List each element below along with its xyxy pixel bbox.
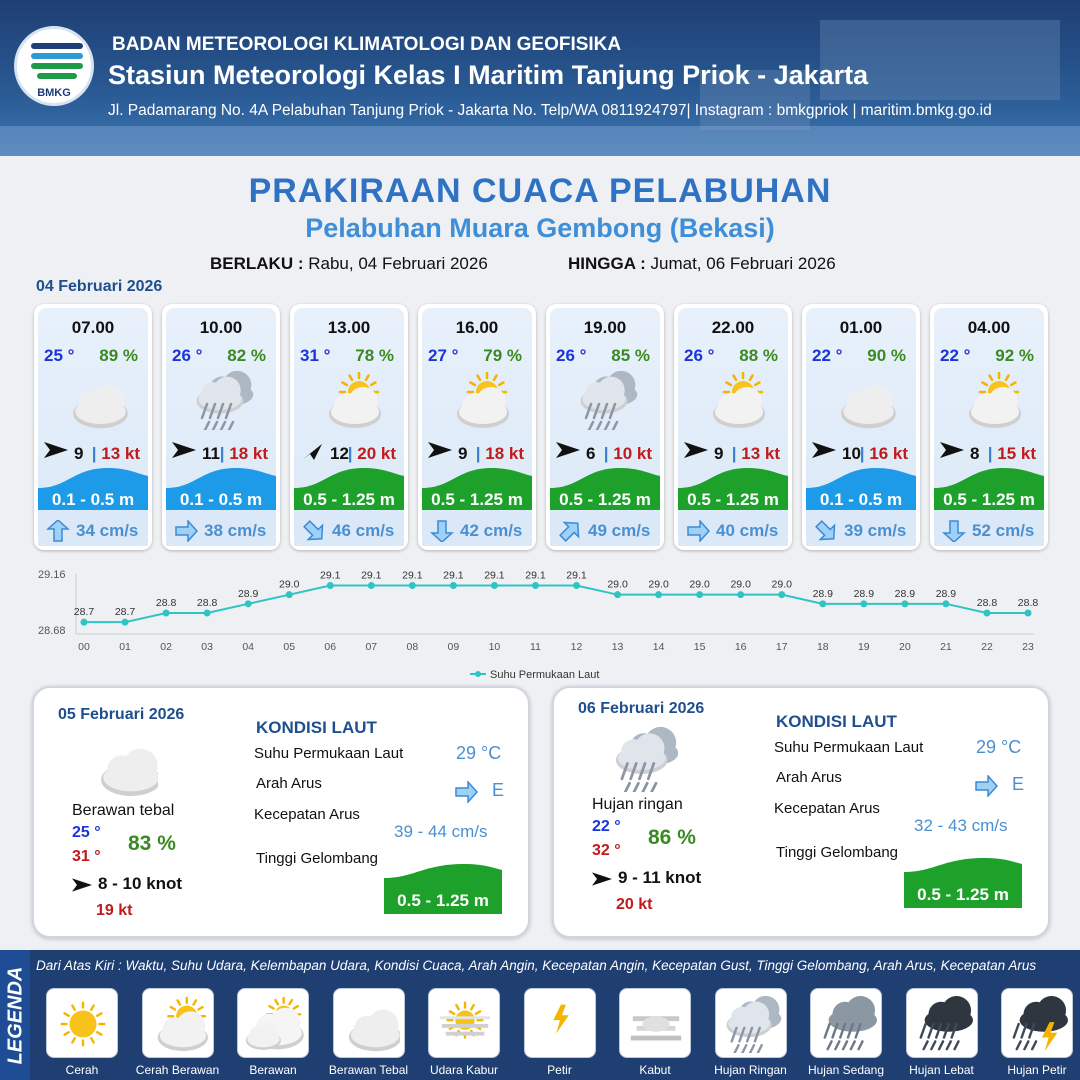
data-label: 28.7	[73, 606, 95, 619]
legend-label: Cerah	[65, 1063, 99, 1077]
x-tick-label: 09	[447, 641, 460, 653]
current-row	[550, 514, 660, 546]
hujan-ringan-icon	[612, 726, 678, 797]
current-speed-label: Kecepatan Arus	[774, 800, 880, 817]
data-label: 28.9	[812, 587, 834, 600]
berawan-icon	[237, 988, 309, 1058]
legend-label: Berawan	[249, 1063, 297, 1077]
forecast-time: 13.00	[327, 318, 371, 337]
berawan-tebal-icon	[828, 370, 898, 430]
data-point	[1025, 610, 1032, 617]
x-tick-label: 21	[940, 641, 952, 653]
wind-direction-icon	[428, 442, 452, 458]
forecast-card-1900	[546, 304, 664, 550]
hujan-ringan-icon	[188, 370, 258, 430]
panel-gust: 19 kt	[96, 902, 133, 919]
forecast-card-0700	[34, 304, 152, 550]
gust-speed: | 13 kt	[91, 444, 140, 463]
bmkg-logo	[14, 26, 94, 106]
current-direction-icon	[814, 520, 838, 542]
valid-to	[568, 254, 836, 274]
panel-temp-max: 31 °	[72, 848, 101, 865]
current-row	[38, 514, 148, 546]
current-dir-label: Arah Arus	[256, 775, 322, 792]
sea-condition-title: KONDISI LAUT	[256, 718, 377, 737]
cerah-berawan-icon	[956, 370, 1026, 430]
legend-label: Hujan Lebat	[909, 1063, 974, 1077]
wind-direction-icon	[172, 442, 196, 458]
data-point	[573, 582, 580, 589]
berawan-tebal-icon	[92, 732, 158, 803]
gust-speed: | 15 kt	[987, 444, 1036, 463]
berawan-tebal-icon	[333, 988, 405, 1058]
wind-direction-icon	[300, 442, 324, 458]
legend-description: Dari Atas Kiri : Waktu, Suhu Udara, Kelembapan Udara, Kondisi Cuaca, Arah Angin, Kecepatan Angin, Kecepatan Gust, Tinggi Gelombang, Arah Arus, Kecepatan Arus	[36, 958, 1037, 973]
air-temperature: 27 °	[428, 346, 459, 365]
wave-label: Tinggi Gelombang	[776, 844, 899, 861]
legend-series-name: Suhu Permukaan Laut	[490, 669, 600, 681]
x-tick-label: 13	[611, 641, 624, 653]
data-label: 28.8	[196, 597, 218, 609]
gust-value: 15 kt	[997, 444, 1036, 463]
forecast-card-2200	[674, 304, 792, 550]
data-label: 28.9	[237, 587, 259, 600]
gust-value: 16 kt	[869, 444, 908, 463]
data-label: 28.9	[935, 587, 957, 600]
hujan-sedang-icon	[810, 988, 882, 1058]
air-temperature: 22 °	[940, 346, 971, 365]
berawan-tebal-icon	[60, 370, 130, 430]
legend-label: Udara Kabur	[429, 1063, 499, 1077]
current-row	[678, 514, 788, 546]
data-point	[245, 600, 252, 607]
gust-value: 10 kt	[613, 444, 652, 463]
gust-value: 13 kt	[741, 444, 780, 463]
current-speed: 34 cm/s	[76, 521, 139, 540]
legend-label: Hujan Petir	[1007, 1063, 1067, 1077]
data-label: 29.0	[771, 578, 792, 591]
wave-height: 0.5 - 1.25 m	[687, 490, 779, 509]
card-body	[550, 308, 660, 546]
current-speed: 52 cm/s	[972, 521, 1035, 540]
data-point	[942, 600, 949, 607]
panel-condition: Hujan ringan	[592, 796, 683, 813]
data-point	[860, 600, 867, 607]
forecast-card-0100	[802, 304, 920, 550]
data-label: 29.1	[566, 569, 587, 582]
forecast-card-0400	[930, 304, 1048, 550]
panel-date: 06 Februari 2026	[578, 700, 705, 717]
wind-speed: 12	[330, 444, 349, 463]
wind-direction-icon	[72, 878, 92, 897]
gust-speed: | 16 kt	[859, 444, 908, 463]
x-tick-label: 00	[78, 641, 90, 653]
data-label: 29.1	[443, 569, 464, 582]
x-tick-label: 10	[488, 641, 501, 653]
legend-label: Berawan Tebal	[328, 1063, 409, 1077]
forecast-time: 07.00	[71, 318, 115, 337]
current-direction-icon	[174, 520, 198, 542]
station-name: Stasiun Meteorologi Kelas I Maritim Tanjung Priok - Jakarta	[108, 60, 869, 90]
gust-value: 20 kt	[357, 444, 396, 463]
current-direction-icon	[686, 520, 710, 542]
forecast-time: 10.00	[199, 318, 243, 337]
wave-height: 0.5 - 1.25 m	[303, 490, 395, 509]
panel-wave-height: 0.5 - 1.25 m	[397, 891, 489, 910]
current-speed-value: 39 - 44 cm/s	[394, 822, 488, 841]
card-body	[38, 308, 148, 546]
panel-humidity: 86 %	[648, 826, 696, 849]
station-address: Jl. Padamarang No. 4A Pelabuhan Tanjung Priok - Jakarta No. Telp/WA 0811924797| Instagram : bmkgpriok | maritim.bmkg.go.id	[108, 102, 992, 119]
current-direction-icon	[942, 520, 966, 542]
card-body	[422, 308, 532, 546]
daily-panel-1	[32, 686, 530, 938]
data-point	[204, 610, 211, 617]
x-tick-label: 06	[324, 641, 337, 653]
sea-condition-title: KONDISI LAUT	[776, 712, 897, 731]
legend-label: Cerah Berawan	[135, 1063, 220, 1077]
forecast-time: 16.00	[455, 318, 499, 337]
air-temperature: 26 °	[172, 346, 203, 365]
legend-label: Petir	[547, 1063, 572, 1077]
panel-humidity: 83 %	[128, 832, 176, 855]
daily-panel-2	[552, 686, 1050, 938]
data-point	[737, 591, 744, 598]
legend-title-box	[0, 950, 30, 1080]
humidity: 90 %	[867, 346, 906, 365]
data-label: 29.1	[402, 569, 423, 582]
gust-speed: | 10 kt	[603, 444, 652, 463]
valid-from-label: BERLAKU :	[210, 254, 304, 273]
air-temperature: 26 °	[556, 346, 587, 365]
wave-height: 0.1 - 0.5 m	[179, 490, 263, 509]
valid-from-value: Rabu, 04 Februari 2026	[308, 254, 488, 273]
current-speed: 39 cm/s	[844, 521, 907, 540]
forecast-card-1000	[162, 304, 280, 550]
logo-text: BMKG	[37, 87, 71, 99]
humidity: 88 %	[739, 346, 778, 365]
current-direction-icon	[558, 520, 582, 542]
data-point	[368, 582, 375, 589]
panel-wave-height: 0.5 - 1.25 m	[917, 885, 1009, 904]
x-tick-label: 12	[570, 641, 583, 653]
hujan-lebat-icon	[906, 988, 978, 1058]
valid-from	[210, 254, 488, 274]
humidity: 85 %	[611, 346, 650, 365]
kabut-icon	[619, 988, 691, 1058]
current-direction-icon	[46, 520, 70, 542]
day1-date: 04 Februari 2026	[36, 278, 163, 295]
data-label: 29.0	[648, 578, 669, 591]
y-tick-label: 29.16	[38, 569, 66, 581]
data-point	[491, 582, 498, 589]
legend-label: Hujan Sedang	[807, 1063, 885, 1077]
data-label: 28.8	[1017, 597, 1039, 609]
legend-label: Hujan Ringan	[714, 1063, 787, 1077]
agency-name: BADAN METEOROLOGI KLIMATOLOGI DAN GEOFISIKA	[112, 34, 622, 55]
x-tick-label: 01	[119, 641, 131, 653]
valid-to-label: HINGGA :	[568, 254, 646, 273]
wind-direction-icon	[812, 442, 836, 458]
panel-temp-max: 32 °	[592, 842, 621, 859]
wind-speed: 9	[458, 444, 468, 463]
gust-speed: | 18 kt	[219, 444, 268, 463]
x-tick-label: 07	[365, 641, 378, 653]
x-tick-label: 14	[652, 641, 665, 653]
hujan-ringan-icon	[572, 370, 642, 430]
wind-direction-icon	[44, 442, 68, 458]
current-speed: 46 cm/s	[332, 521, 395, 540]
hujan-petir-icon	[1001, 988, 1073, 1058]
cerah-icon	[46, 988, 118, 1058]
sst-label: Suhu Permukaan Laut	[774, 739, 924, 756]
air-temperature: 22 °	[812, 346, 843, 365]
wave-height: 0.5 - 1.25 m	[431, 490, 523, 509]
data-label: 28.8	[155, 597, 177, 609]
forecast-time: 22.00	[711, 318, 755, 337]
sst-value: 29 °C	[976, 737, 1022, 757]
series-line	[84, 586, 1028, 623]
humidity: 79 %	[483, 346, 522, 365]
gust-speed: | 20 kt	[347, 444, 396, 463]
data-label: 29.1	[361, 569, 382, 582]
wave-height: 0.5 - 1.25 m	[943, 490, 1035, 509]
panel-condition: Berawan tebal	[72, 802, 175, 819]
data-point	[286, 591, 293, 598]
x-tick-label: 11	[530, 641, 541, 653]
x-tick-label: 08	[406, 641, 419, 653]
x-tick-label: 05	[283, 641, 296, 653]
data-label: 28.9	[894, 587, 916, 600]
cerah-berawan-icon	[142, 988, 214, 1058]
wind-direction-icon	[940, 442, 964, 458]
data-label: 29.0	[278, 578, 300, 591]
cerah-berawan-icon	[700, 370, 770, 430]
forecast-time: 01.00	[839, 318, 883, 337]
data-point	[122, 619, 129, 626]
current-row	[806, 514, 916, 546]
hujan-ringan-icon	[715, 988, 787, 1058]
panel-wind: 9 - 11 knot	[618, 868, 702, 887]
wind-speed: 10	[842, 444, 861, 463]
forecast-time: 04.00	[967, 318, 1011, 337]
data-label: 29.0	[607, 578, 628, 591]
data-label: 29.1	[320, 569, 341, 582]
y-tick-label: 28.68	[38, 625, 66, 637]
gust-speed: | 13 kt	[731, 444, 780, 463]
wind-direction-icon	[556, 442, 580, 458]
page-title: PRAKIRAAN CUACA PELABUHAN	[248, 172, 832, 210]
data-point	[81, 619, 88, 626]
x-tick-label: 17	[775, 641, 788, 653]
wave-height: 0.1 - 0.5 m	[51, 490, 135, 509]
wind-speed: 6	[586, 444, 596, 463]
wave-height: 0.5 - 1.25 m	[559, 490, 651, 509]
data-label: 28.7	[114, 606, 136, 619]
gust-speed: | 18 kt	[475, 444, 524, 463]
current-row	[422, 514, 532, 546]
x-tick-label: 23	[1022, 641, 1034, 653]
wind-speed: 8	[970, 444, 980, 463]
data-label: 29.0	[689, 578, 710, 591]
gust-value: 18 kt	[229, 444, 268, 463]
wave-label: Tinggi Gelombang	[256, 850, 379, 867]
data-label: 29.0	[730, 578, 751, 591]
legend-label: Kabut	[639, 1063, 671, 1077]
data-point	[327, 582, 334, 589]
legend-marker	[475, 671, 481, 677]
humidity: 82 %	[227, 346, 266, 365]
udara-kabur-icon	[428, 988, 500, 1058]
port-name: Pelabuhan Muara Gembong (Bekasi)	[305, 213, 775, 243]
card-body	[166, 308, 276, 546]
valid-to-value: Jumat, 06 Februari 2026	[650, 254, 836, 273]
panel-gust: 20 kt	[616, 896, 653, 913]
wind-direction-icon	[684, 442, 708, 458]
data-point	[696, 591, 703, 598]
x-tick-label: 02	[160, 641, 172, 653]
current-speed: 49 cm/s	[588, 521, 651, 540]
wave-height: 0.1 - 0.5 m	[819, 490, 903, 509]
data-point	[778, 591, 785, 598]
data-point	[819, 600, 826, 607]
wind-speed: 9	[74, 444, 84, 463]
air-temperature: 31 °	[300, 346, 331, 365]
current-speed-label: Kecepatan Arus	[254, 806, 360, 823]
current-direction-icon	[974, 775, 998, 797]
current-dir-value: E	[1012, 774, 1025, 794]
wind-speed: 11	[202, 444, 220, 463]
current-row	[166, 514, 276, 546]
card-body	[934, 308, 1044, 546]
sea-surface-temp-chart	[30, 560, 1050, 690]
data-point	[983, 610, 990, 617]
current-direction-icon	[302, 520, 326, 542]
current-dir-value: E	[492, 780, 505, 800]
current-direction-icon	[430, 520, 454, 542]
current-row	[934, 514, 1044, 546]
legend-title: LEGENDA	[4, 966, 27, 1065]
cerah-berawan-icon	[316, 370, 386, 430]
sst-label: Suhu Permukaan Laut	[254, 745, 404, 762]
data-point	[655, 591, 662, 598]
panel-temp-min: 22 °	[592, 818, 621, 835]
current-speed-value: 32 - 43 cm/s	[914, 816, 1008, 835]
current-row	[294, 514, 404, 546]
data-point	[614, 591, 621, 598]
current-speed: 40 cm/s	[716, 521, 779, 540]
card-body	[678, 308, 788, 546]
x-tick-label: 19	[857, 641, 870, 653]
data-label: 29.1	[525, 569, 546, 582]
data-point	[409, 582, 416, 589]
petir-icon	[524, 988, 596, 1058]
x-tick-label: 16	[734, 641, 747, 653]
data-label: 29.1	[484, 569, 505, 582]
humidity: 78 %	[355, 346, 394, 365]
current-direction-icon	[454, 781, 478, 803]
current-speed: 42 cm/s	[460, 521, 523, 540]
wind-direction-icon	[592, 872, 612, 891]
humidity: 92 %	[995, 346, 1034, 365]
panel-date: 05 Februari 2026	[58, 706, 185, 723]
x-tick-label: 20	[899, 641, 911, 653]
panel-wind: 8 - 10 knot	[98, 874, 183, 893]
air-temperature: 26 °	[684, 346, 715, 365]
cerah-berawan-icon	[444, 370, 514, 430]
forecast-card-1300	[290, 304, 408, 550]
air-temperature: 25 °	[44, 346, 75, 365]
gust-value: 13 kt	[101, 444, 140, 463]
x-tick-label: 18	[816, 641, 829, 653]
data-point	[532, 582, 539, 589]
x-tick-label: 22	[981, 641, 993, 653]
current-speed: 38 cm/s	[204, 521, 267, 540]
current-dir-label: Arah Arus	[776, 769, 842, 786]
data-point	[901, 600, 908, 607]
data-point	[163, 610, 170, 617]
sst-value: 29 °C	[456, 743, 502, 763]
gust-value: 18 kt	[485, 444, 524, 463]
wind-speed: 9	[714, 444, 724, 463]
panel-temp-min: 25 °	[72, 824, 101, 841]
humidity: 89 %	[99, 346, 138, 365]
data-label: 28.8	[976, 597, 998, 609]
x-tick-label: 15	[693, 641, 706, 653]
data-label: 28.9	[853, 587, 875, 600]
forecast-card-1600	[418, 304, 536, 550]
card-body	[294, 308, 404, 546]
x-tick-label: 03	[201, 641, 213, 653]
data-point	[450, 582, 457, 589]
forecast-time: 19.00	[583, 318, 627, 337]
x-tick-label: 04	[242, 641, 255, 653]
card-body	[806, 308, 916, 546]
